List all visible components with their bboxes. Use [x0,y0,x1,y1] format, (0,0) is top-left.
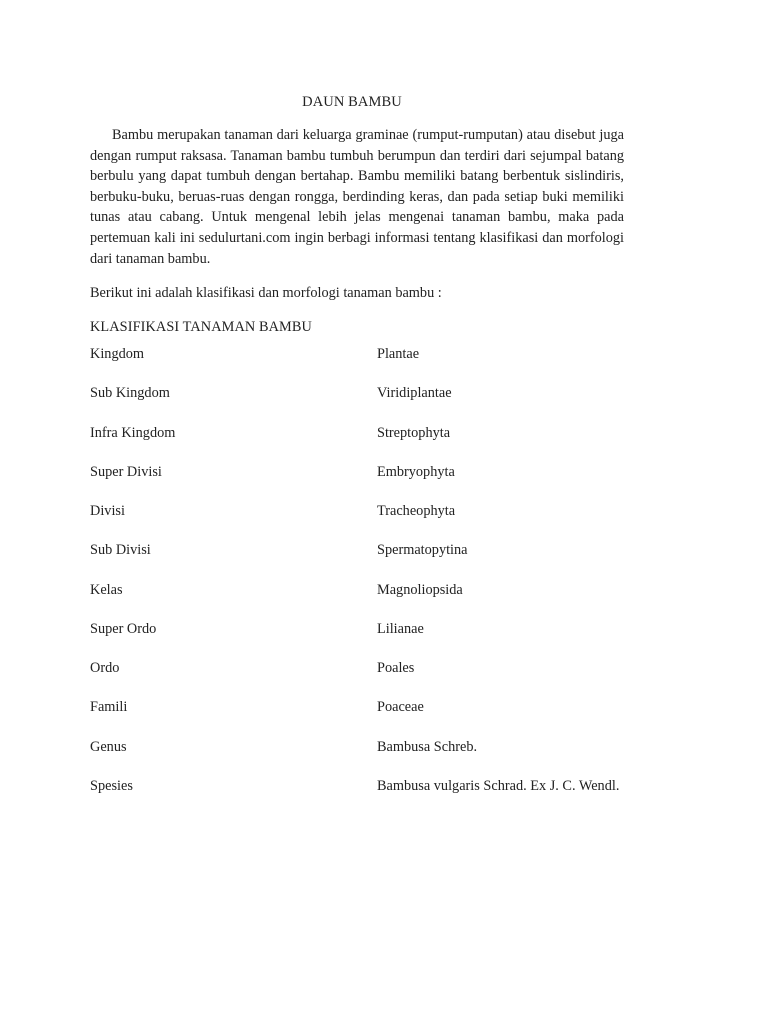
taxon-value: Viridiplantae [377,385,452,402]
rank-label: Infra Kingdom [90,424,176,441]
classification-table [90,345,650,816]
rank-label: Kelas [90,581,123,598]
section-heading: KLASIFIKASI TANAMAN BAMBU [90,319,312,335]
taxon-value: Tracheophyta [377,503,456,520]
rank-label: Sub Kingdom [90,385,170,402]
classification-row [90,502,650,541]
taxon-value: Bambusa Schreb. [377,738,478,755]
classification-row [90,620,650,659]
rank-label: Super Ordo [90,620,157,637]
rank-label: Super Divisi [90,463,162,480]
document-page [90,0,624,1024]
taxon-value: Plantae [377,346,420,362]
intro-paragraph: Bambu merupakan tanaman dari keluarga graminae (rumput-rumputan) atau disebut juga dengan rumput raksasa. Tanaman bambu tumbuh berumpun dan terdiri dari sejumpal batang berbulu yang dapat tumbuh dengan bertahap. Bambu memiliki batang berbentuk sislindiris, berbuku-buku, beruas-ruas dengan rongga, berdinding keras, dan pada setiap buki memiliki tunas atau cabang. Untuk mengenal lebih jelas mengenai tanaman bambu, maka pada pertemuan kali ini sedulurtani.com ingin berbagi informasi tentang klasifikasi dan morfologi dari tanaman bambu. [90,127,624,267]
rank-label: Famili [90,699,128,716]
taxon-value: Bambusa vulgaris Schrad. Ex J. C. Wendl. [377,777,620,794]
taxon-value: Poales [377,660,415,677]
classification-row [90,345,650,384]
rank-label: Ordo [90,660,120,677]
classification-row [90,463,650,502]
classification-row [90,424,650,463]
classification-row [90,659,650,698]
lead-sentence: Berikut ini adalah klasifikasi dan morfologi tanaman bambu : [90,285,442,301]
rank-label: Kingdom [90,346,145,362]
document-title: DAUN BAMBU [302,94,402,110]
taxon-value: Poaceae [377,699,424,716]
classification-row [90,581,650,620]
classification-row [90,698,650,737]
rank-label: Genus [90,738,127,755]
taxon-value: Streptophyta [377,424,451,441]
rank-label: Spesies [90,777,133,794]
taxon-value: Spermatopytina [377,542,468,559]
taxon-value: Magnoliopsida [377,581,463,598]
classification-row [90,738,650,777]
rank-label: Divisi [90,503,125,520]
taxon-value: Lilianae [377,620,424,637]
rank-label: Sub Divisi [90,542,151,559]
taxon-value: Embryophyta [377,463,455,480]
classification-row [90,777,650,816]
classification-row [90,384,650,423]
classification-row [90,541,650,580]
